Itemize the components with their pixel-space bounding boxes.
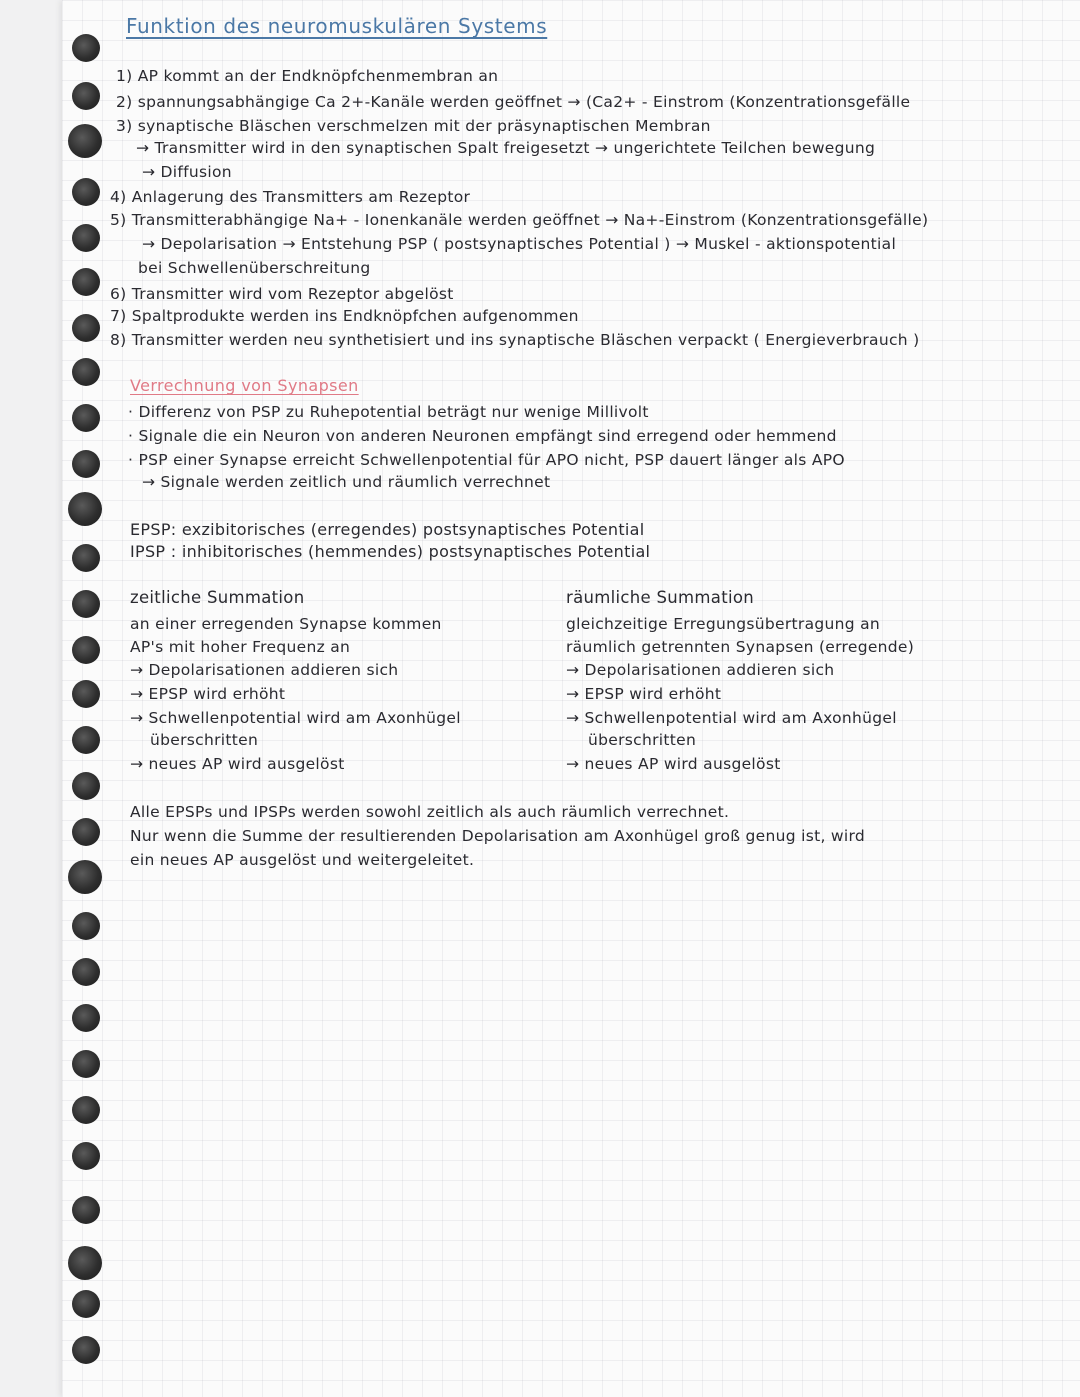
binder-hole [72, 450, 100, 478]
binder-hole [72, 1336, 100, 1364]
column-line: AP's mit hoher Frequenz an [130, 638, 351, 656]
definition-ipsp: IPSP : inhibitorisches (hemmendes) postsynaptisches Potential [130, 542, 651, 561]
column-heading: räumliche Summation [566, 588, 755, 607]
binder-hole [72, 958, 100, 986]
column-heading: zeitliche Summation [130, 588, 305, 607]
column-line: → Depolarisationen addieren sich [130, 661, 399, 679]
column-line: → EPSP wird erhöht [130, 685, 286, 703]
step-item: → Diffusion [142, 163, 232, 181]
section-heading: Verrechnung von Synapsen [130, 376, 359, 395]
bullet-item: · PSP einer Synapse erreicht Schwellenpotential für APO nicht, PSP dauert länger als APO [128, 451, 845, 469]
binder-hole [72, 590, 100, 618]
column-line: an einer erregenden Synapse kommen [130, 615, 442, 633]
step-item: 3) synaptische Bläschen verschmelzen mit der präsynaptischen Membran [116, 117, 711, 135]
binder-hole [68, 1246, 102, 1280]
step-item: 4) Anlagerung des Transmitters am Rezeptor [110, 188, 471, 206]
column-line: → EPSP wird erhöht [566, 685, 722, 703]
column-line: überschritten [150, 731, 259, 749]
binder-hole [72, 1096, 100, 1124]
column-line: → Depolarisationen addieren sich [566, 661, 835, 679]
step-item: 5) Transmitterabhängige Na+ - Ionenkanäle werden geöffnet → Na+-Einstrom (Konzentrationsgefälle) [110, 211, 929, 229]
binder-hole [72, 726, 100, 754]
bullet-item: → Signale werden zeitlich und räumlich verrechnet [142, 473, 551, 491]
binder-hole [72, 1142, 100, 1170]
column-line: überschritten [588, 731, 697, 749]
column-line: → neues AP wird ausgelöst [130, 755, 345, 773]
step-item: 6) Transmitter wird vom Rezeptor abgelöst [110, 285, 454, 303]
step-item: 8) Transmitter werden neu synthetisiert und ins synaptische Bläschen verpackt ( Energieverbrauch ) [110, 331, 920, 349]
binder-hole [68, 860, 102, 894]
step-item: 2) spannungsabhängige Ca 2+-Kanäle werden geöffnet → (Ca2+ - Einstrom (Konzentrationsgefälle [116, 93, 911, 111]
bullet-item: · Signale die ein Neuron von anderen Neuronen empfängt sind erregend oder hemmend [128, 427, 837, 445]
column-line: → neues AP wird ausgelöst [566, 755, 781, 773]
binder-hole [72, 178, 100, 206]
binder-hole [72, 680, 100, 708]
column-line: räumlich getrennten Synapsen (erregende) [566, 638, 915, 656]
binder-hole [72, 1196, 100, 1224]
step-item: 1) AP kommt an der Endknöpfchenmembran an [116, 67, 499, 85]
page-title: Funktion des neuromuskulären Systems [126, 14, 548, 38]
column-line: gleichzeitige Erregungsübertragung an [566, 615, 881, 633]
binder-hole [72, 268, 100, 296]
conclusion-line: Alle EPSPs und IPSPs werden sowohl zeitlich als auch räumlich verrechnet. [130, 803, 730, 821]
binder-hole [72, 912, 100, 940]
binder-hole [72, 544, 100, 572]
step-item: 7) Spaltprodukte werden ins Endknöpfchen aufgenommen [110, 307, 579, 325]
binder-hole [72, 34, 100, 62]
binder-hole [72, 224, 100, 252]
column-line: → Schwellenpotential wird am Axonhügel [130, 709, 461, 727]
column-line: → Schwellenpotential wird am Axonhügel [566, 709, 897, 727]
binder-hole [72, 818, 100, 846]
binder-hole [72, 358, 100, 386]
binder-hole [72, 314, 100, 342]
binder-hole [72, 636, 100, 664]
conclusion-line: Nur wenn die Summe der resultierenden Depolarisation am Axonhügel groß genug ist, wird [130, 827, 866, 845]
binder-margin [0, 0, 62, 1397]
binder-hole [72, 1004, 100, 1032]
binder-hole [68, 492, 102, 526]
binder-hole [72, 1290, 100, 1318]
conclusion-line: ein neues AP ausgelöst und weitergeleitet. [130, 851, 475, 869]
binder-hole [72, 404, 100, 432]
binder-hole [72, 1050, 100, 1078]
step-item: → Depolarisation → Entstehung PSP ( postsynaptisches Potential ) → Muskel - aktionspotential [142, 235, 897, 253]
definition-epsp: EPSP: exzibitorisches (erregendes) postsynaptisches Potential [130, 520, 645, 539]
step-item: → Transmitter wird in den synaptischen Spalt freigesetzt → ungerichtete Teilchen bewegung [136, 139, 876, 157]
binder-hole [72, 82, 100, 110]
bullet-item: · Differenz von PSP zu Ruhepotential beträgt nur wenige Millivolt [128, 403, 649, 421]
step-item: bei Schwellenüberschreitung [138, 259, 371, 277]
binder-hole [68, 124, 102, 158]
binder-hole [72, 772, 100, 800]
